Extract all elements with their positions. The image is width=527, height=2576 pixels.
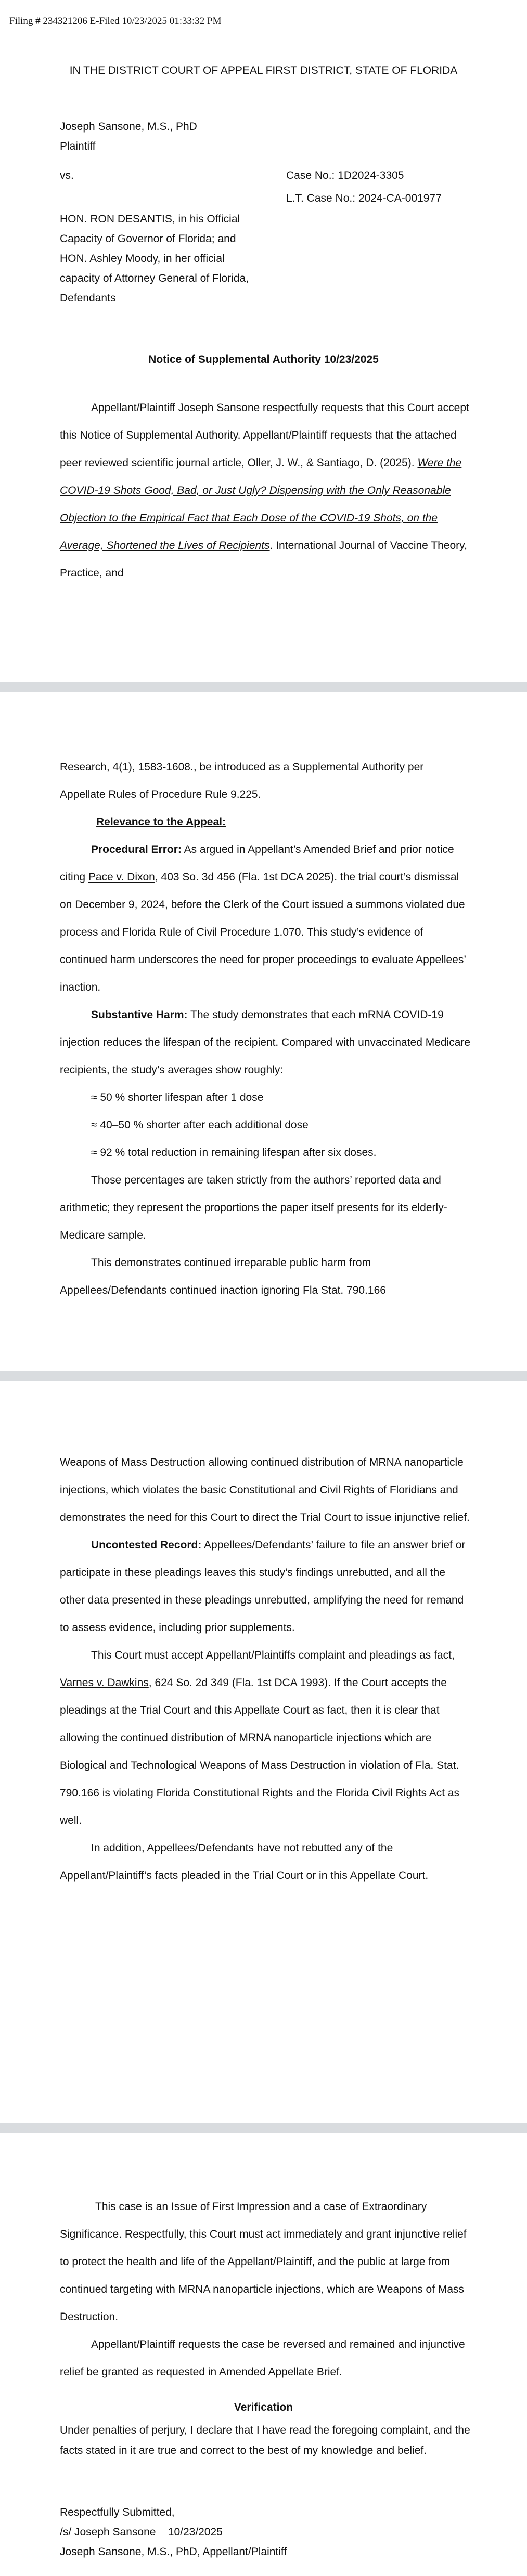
defendant-line: capacity of Attorney General of Florida,	[60, 272, 249, 284]
page-4-body	[60, 2193, 471, 2386]
page-4	[0, 2133, 527, 2576]
intro-paragraph	[60, 394, 471, 587]
not-rebutted-paragraph: In addition, Appellees/Defendants have not rebutted any of the Appellant/Plaintiff’s facts pleaded in the Trial Court or in this Appellate Court.	[60, 1842, 429, 1882]
finding-item: ≈ 50 % shorter lifespan after 1 dose	[91, 1092, 264, 1103]
case-number: Case No.: 1D2024-3305	[286, 169, 404, 181]
procedural-error-text-b: , 403 So. 3d 456 (Fla. 1st DCA 2025). the trial court’s dismissal on December 9, 2024, before the Clerk of the Court issued a summons violated due process and Florida Rule of Civil Procedure 1.070. This study’s evidence of continued harm underscores the need for proper proceedings to evaluate Appellees’ inaction.	[60, 871, 466, 993]
plaintiff-name: Joseph Sansone, M.S., PhD	[60, 121, 197, 133]
signer-name: Joseph Sansone, M.S., PhD, Appellant/Plaintiff	[60, 2546, 287, 2558]
varnes-v-dawkins-citation: Varnes v. Dawkins	[60, 1677, 149, 1689]
page-3-body	[60, 1449, 471, 1889]
procedural-error-text-a: As argued in Appellant’s Amended Brief and prior notice citing	[60, 844, 454, 883]
finding-item: ≈ 40–50 % shorter after each additional dose	[91, 1119, 309, 1131]
citation-continuation: Research, 4(1), 1583-1608., be introduced as a Supplemental Authority per Appellate Rules of Procedure Rule 9.225.	[60, 761, 424, 800]
uncontested-record-text: Appellees/Defendants’ failure to file an answer brief or participate in these pleadings leaves this study’s findings unrebutted, and all the other data presented in these pleadings unrebutted, amplifying the need for remand to assess evidence, including prior supplements.	[60, 1539, 466, 1634]
must-accept-text-b: , 624 So. 2d 349 (Fla. 1st DCA 1993). If the Court accepts the pleadings at the Trial Court and this Appellate Court as fact, then it is clear that allowing the continued distribution of MRNA nanoparticle injections which are Biological and Technological Weapons of Mass Destruction in violation of Fla. Stat. 790.166 is violating Florida Constitutional Rights and the Florida Civil Rights Act as well.	[60, 1677, 460, 1826]
intro-text-a: Appellant/Plaintiff Joseph Sansone respectfully requests that this Court accept this Notice of Supplemental Authority. Appellant/Plaintiff requests that the attached peer reviewed scientific journal article, Oller, J. W., & Santiago, D. (2025).	[60, 402, 469, 469]
page-3	[0, 1381, 527, 2123]
respectfully-submitted: Respectfully Submitted,	[60, 2506, 175, 2518]
article-title: Were the COVID-19 Shots Good, Bad, or Just Ugly? Dispensing with the Only Reasonable Objection to the Empirical Fact that Each Dose of the COVID-19 Shots, on the Average, Shortened the Lives of Recipients	[60, 457, 462, 551]
must-accept-text-a: This Court must accept Appellant/Plaintiffs complaint and pleadings as fact,	[91, 1649, 455, 1661]
relief-request-paragraph: Appellant/Plaintiff requests the case be reversed and remained and injunctive relief be granted as requested in Amended Appellate Brief.	[60, 2338, 465, 2378]
lower-tribunal-case-number: L.T. Case No.: 2024-CA-001977	[286, 192, 442, 204]
verification-title: Verification	[234, 2401, 293, 2413]
percent-note: Those percentages are taken strictly from the authors’ reported data and arithmetic; they represent the proportions the paper itself presents for its elderly-Medicare sample.	[60, 1174, 447, 1241]
first-impression-paragraph: This case is an Issue of First Impression and a case of Extraordinary Significance. Respectfully, this Court must act immediately and grant injunctive relief to protect the health and life of the Appellant/Plaintiff, and the public at large from continued targeting with MRNA nanoparticle injections, which are Weapons of Mass Destruction.	[60, 2201, 467, 2323]
finding-item: ≈ 92 % total reduction in remaining lifespan after six doses.	[91, 1147, 377, 1159]
efiling-stamp: Filing # 234321206 E-Filed 10/23/2025 01:33:32 PM	[9, 16, 222, 27]
signature-line: /s/ Joseph Sansone 10/23/2025	[60, 2526, 223, 2538]
notice-title: Notice of Supplemental Authority 10/23/2025	[148, 353, 379, 365]
defendant-line: Capacity of Governor of Florida; and	[60, 233, 236, 245]
page-2-body	[60, 753, 471, 1304]
plaintiff-role: Plaintiff	[60, 140, 96, 152]
pace-v-dixon-citation: Pace v. Dixon	[88, 871, 155, 883]
wmd-continuation: Weapons of Mass Destruction allowing continued distribution of MRNA nanoparticle injections, which violates the basic Constitutional and Civil Rights of Floridians and demonstrates the need for this Court to direct the Trial Court to issue injunctive relief.	[60, 1456, 470, 1523]
procedural-error-label: Procedural Error:	[91, 844, 182, 856]
defendant-line: HON. Ashley Moody, in her official	[60, 253, 225, 265]
defendant-line: HON. RON DESANTIS, in his Official	[60, 213, 240, 225]
substantive-harm-text: The study demonstrates that each mRNA COVID-19 injection reduces the lifespan of the recipient. Compared with unvaccinated Medicare recipients, the study’s averages show roughly:	[60, 1009, 471, 1076]
page-2	[0, 692, 527, 1371]
versus: vs.	[60, 169, 74, 181]
uncontested-record-label: Uncontested Record:	[91, 1539, 202, 1551]
irreparable-harm-paragraph: This demonstrates continued irreparable public harm from Appellees/Defendants continued inaction ignoring Fla Stat. 790.166	[60, 1257, 386, 1296]
substantive-harm-label: Substantive Harm:	[91, 1009, 188, 1021]
verification-text: Under penalties of perjury, I declare that I have read the foregoing complaint, and the facts stated in it are true and correct to the best of my knowledge and belief.	[60, 2424, 470, 2456]
defendant-line: Defendants	[60, 292, 116, 304]
intro-text-b: . International Journal of Vaccine Theory, Practice, and	[60, 540, 467, 579]
relevance-heading: Relevance to the Appeal:	[96, 816, 226, 828]
court-title: IN THE DISTRICT COURT OF APPEAL FIRST DISTRICT, STATE OF FLORIDA	[69, 64, 458, 76]
page-1	[0, 0, 527, 682]
